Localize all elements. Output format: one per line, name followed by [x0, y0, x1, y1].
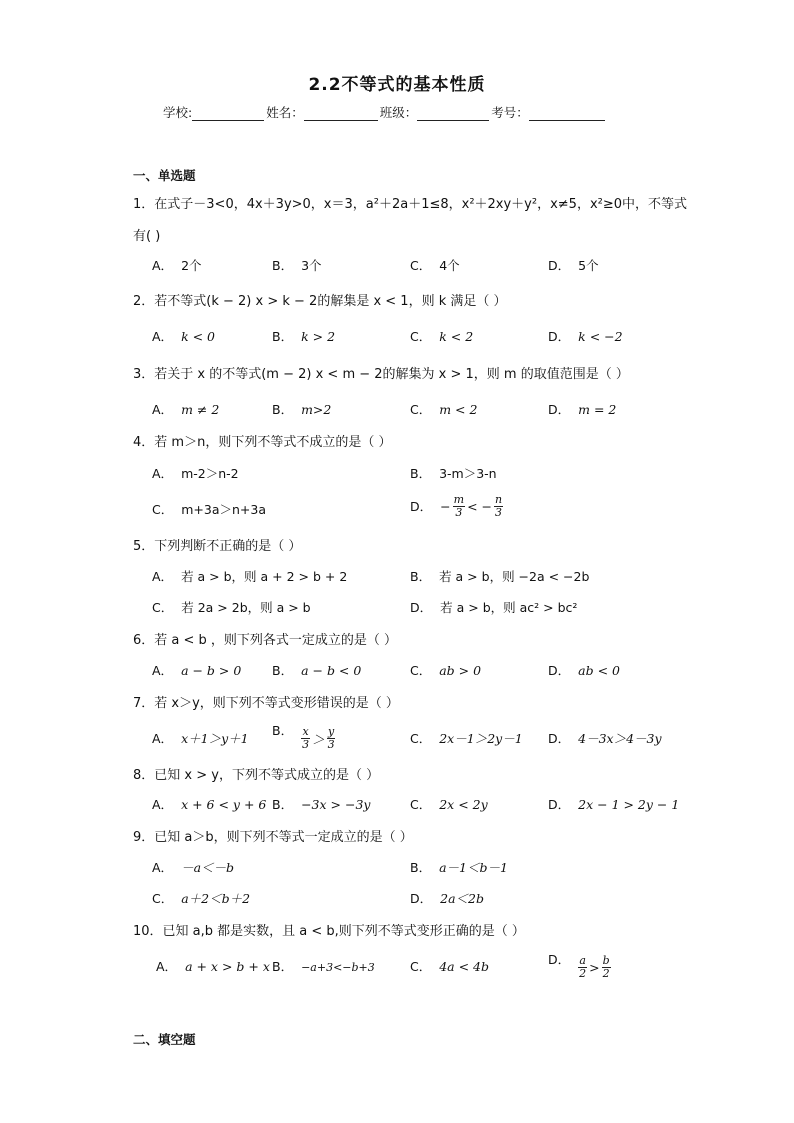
q4-option-b[interactable]: B． 3-m＞3-n — [410, 466, 497, 481]
school-blank — [192, 106, 264, 121]
question-1: 1．在式子－3<0，4x＋3y>0，x＝3，a²＋2a＋1≤8，x²＋2xy＋y²，x≠5，x²≥0中，不等式 — [133, 197, 688, 212]
q7-option-c[interactable]: C． 2x－1＞2y－1 — [410, 731, 523, 746]
question-9: 9．已知 a＞b，则下列不等式一定成立的是（ ） — [133, 830, 413, 845]
q9-option-c[interactable]: C． a＋2＜b＋2 — [152, 891, 251, 906]
q3-option-c[interactable]: C． m < 2 — [410, 402, 478, 417]
q3-option-a[interactable]: A． m ≠ 2 — [152, 402, 220, 417]
question-10: 10．已知 a,b 都是实数，且 a < b,则下列不等式变形正确的是（ ） — [133, 924, 525, 939]
q10-option-a[interactable]: A． a + x > b + x — [156, 959, 270, 974]
fraction: $\frac{b}{2}$ — [602, 954, 610, 980]
q4-option-c[interactable]: C． m+3a＞n+3a — [152, 502, 267, 517]
q6-option-b[interactable]: B． a − b < 0 — [272, 663, 362, 678]
q4-option-d[interactable]: D． − $\frac{m}{3}$ < − $\frac{n}{3}$ — [410, 493, 503, 519]
q2-option-c[interactable]: C． k < 2 — [410, 329, 474, 344]
question-5: 5．下列判断不正确的是（ ） — [133, 539, 302, 554]
page-title: 2.2不等式的基本性质 — [308, 75, 486, 95]
q2-option-b[interactable]: B． k > 2 — [272, 329, 336, 344]
q5-option-a[interactable]: A． 若 a > b，则 a + 2 > b + 2 — [152, 569, 348, 584]
exam-no-blank — [529, 106, 605, 121]
q7-option-b[interactable]: B． $\frac{x}{3}$ ＞ $\frac{y}{3}$ — [272, 723, 335, 751]
fraction: $\frac{n}{3}$ — [494, 493, 503, 519]
q7-option-b-expression: $\frac{x}{3}$ ＞ $\frac{y}{3}$ — [302, 725, 335, 751]
q4-option-a[interactable]: A． m-2＞n-2 — [152, 466, 239, 481]
class-blank — [417, 106, 489, 121]
question-3: 3．若关于 x 的不等式(m − 2) x < m − 2的解集为 x > 1，则 m 的取值范围是（ ） — [133, 367, 629, 382]
section-single-choice: 一、单选题 — [133, 168, 196, 183]
q6-option-a[interactable]: A． a − b > 0 — [152, 663, 242, 678]
q2-option-d[interactable]: D． k < −2 — [548, 329, 623, 344]
section-fill-blank: 二、填空题 — [133, 1032, 196, 1047]
question-1-stem-cont: 有( ) — [133, 229, 161, 244]
question-7: 7．若 x＞y，则下列不等式变形错误的是（ ） — [133, 696, 399, 711]
q2-option-a[interactable]: A． k < 0 — [152, 329, 216, 344]
q8-option-d[interactable]: D． 2x − 1 > 2y − 1 — [548, 797, 680, 812]
q1-option-b[interactable]: B． 3个 — [272, 258, 322, 273]
q10-option-d[interactable]: D． $\frac{a}{2}$ > $\frac{b}{2}$ — [548, 952, 610, 980]
q6-option-c[interactable]: C． ab > 0 — [410, 663, 482, 678]
q5-option-c[interactable]: C． 若 2a > 2b，则 a > b — [152, 600, 311, 615]
q9-option-a[interactable]: A． －a＜－b — [152, 860, 235, 875]
class-label: 班级： — [379, 105, 418, 120]
q10-option-d-expression: $\frac{a}{2}$ > $\frac{b}{2}$ — [579, 954, 610, 980]
school-label: 学校: — [163, 105, 193, 120]
question-6: 6．若 a < b ，则下列各式一定成立的是（ ） — [133, 633, 398, 648]
q3-option-b[interactable]: B． m>2 — [272, 402, 332, 417]
q10-option-b[interactable]: B． −a+3<−b+3 — [272, 959, 375, 974]
q8-option-a[interactable]: A． x + 6 < y + 6 — [152, 797, 267, 812]
name-blank — [304, 106, 378, 121]
fraction: $\frac{y}{3}$ — [327, 725, 335, 751]
q4-option-d-expression: − $\frac{m}{3}$ < − $\frac{n}{3}$ — [440, 493, 503, 519]
q5-option-d[interactable]: D． 若 a > b，则 ac² > bc² — [410, 600, 578, 615]
q1-option-a[interactable]: A． 2个 — [152, 258, 202, 273]
q5-option-b[interactable]: B． 若 a > b，则 −2a < −2b — [410, 569, 590, 584]
fraction: $\frac{m}{3}$ — [453, 493, 465, 519]
q7-option-d[interactable]: D． 4－3x＞4－3y — [548, 731, 662, 746]
q6-option-d[interactable]: D． ab < 0 — [548, 663, 620, 678]
q1-option-c[interactable]: C． 4个 — [410, 258, 460, 273]
fraction: $\frac{x}{3}$ — [302, 725, 310, 751]
q9-option-b[interactable]: B． a－1＜b－1 — [410, 860, 508, 875]
exam-no-label: 考号： — [491, 105, 529, 120]
question-8: 8．已知 x > y，下列不等式成立的是（ ） — [133, 768, 380, 783]
q7-option-a[interactable]: A． x＋1＞y＋1 — [152, 731, 249, 746]
student-info-line — [163, 103, 607, 121]
q9-option-d[interactable]: D． 2a＜2b — [410, 891, 485, 906]
q10-option-c[interactable]: C． 4a < 4b — [410, 959, 490, 974]
q8-option-b[interactable]: B． −3x > −3y — [272, 797, 371, 812]
fraction: $\frac{a}{2}$ — [579, 954, 587, 980]
q1-option-d[interactable]: D． 5个 — [548, 258, 599, 273]
q3-option-d[interactable]: D． m = 2 — [548, 402, 617, 417]
question-4: 4．若 m＞n，则下列不等式不成立的是（ ） — [133, 435, 392, 450]
q8-option-c[interactable]: C． 2x < 2y — [410, 797, 488, 812]
name-label: 姓名： — [266, 105, 304, 120]
question-2: 2．若不等式(k − 2) x > k − 2的解集是 x < 1，则 k 满足（ ） — [133, 294, 507, 309]
